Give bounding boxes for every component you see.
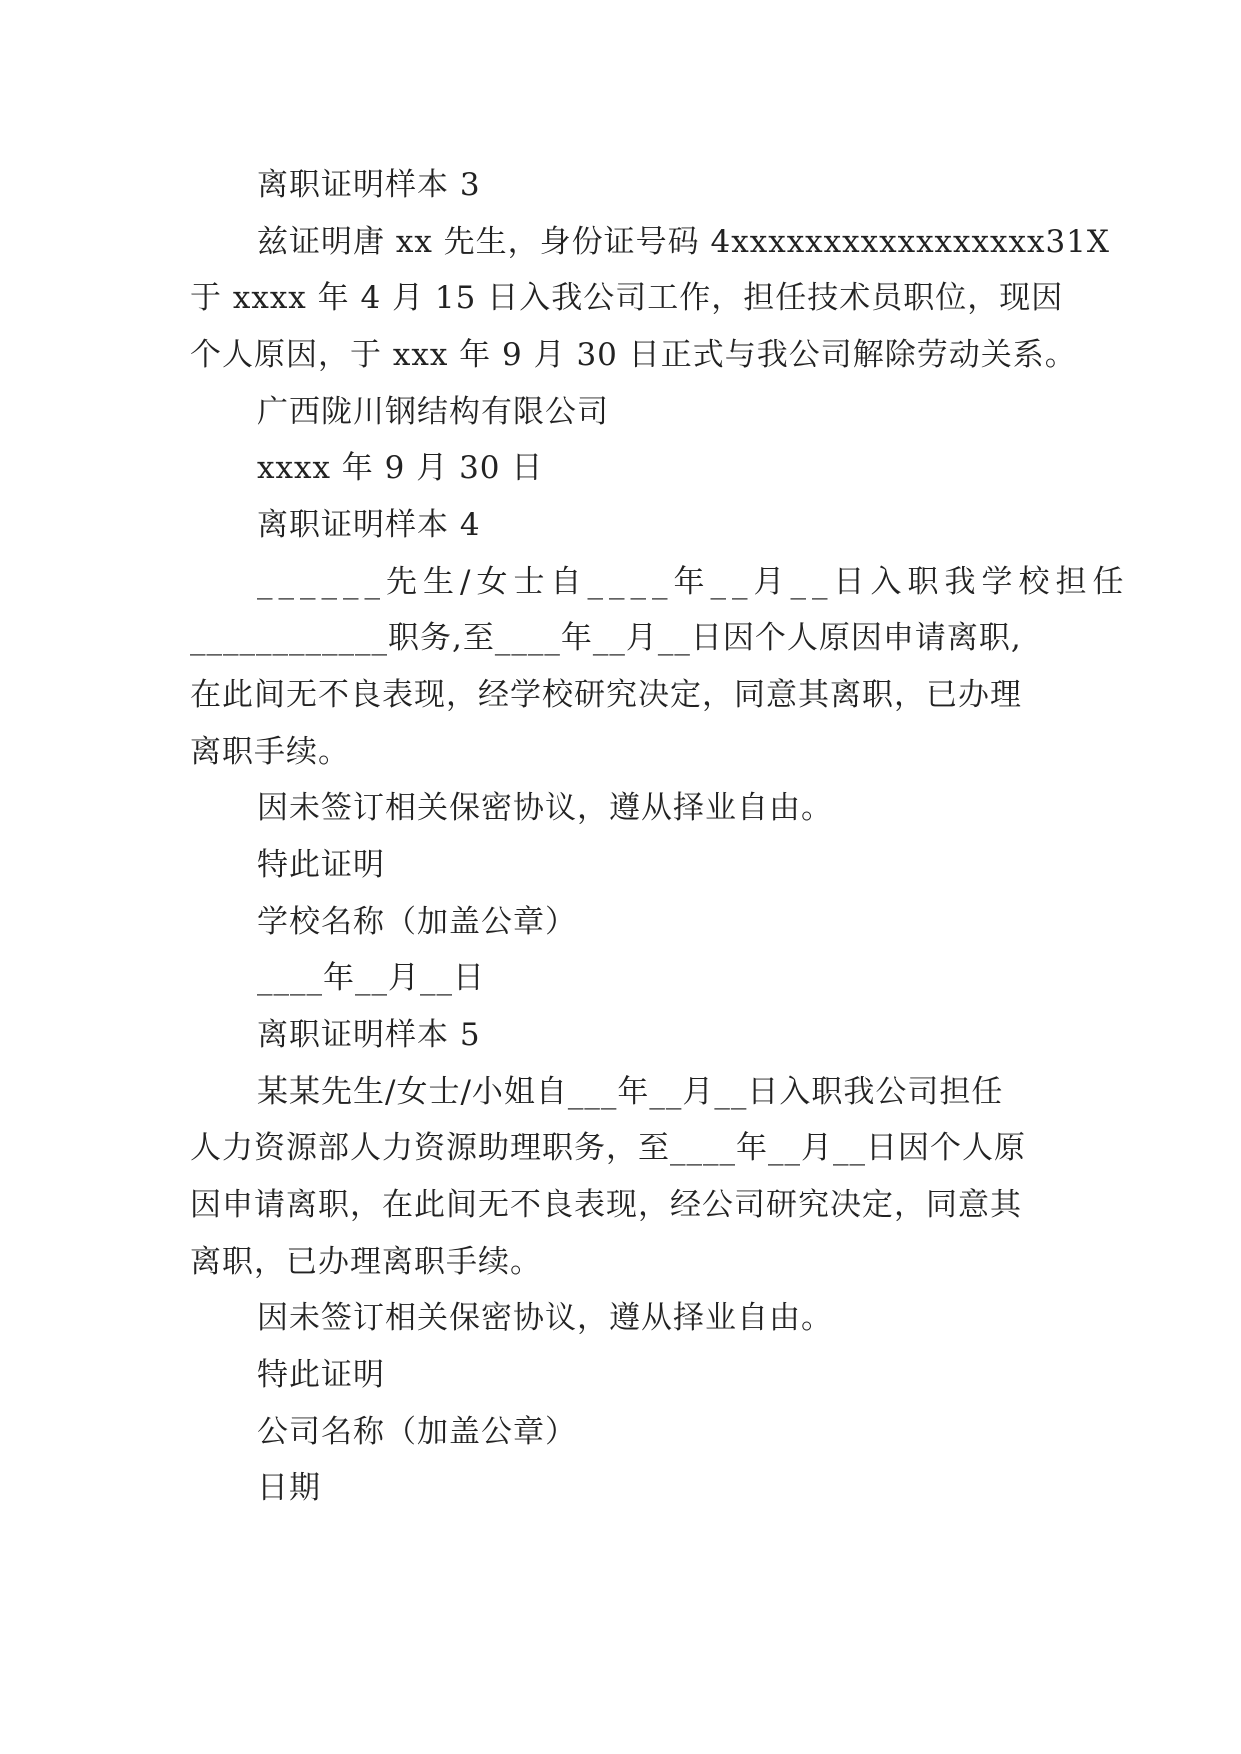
- sample3-company: 广西陇川钢结构有限公司: [257, 394, 609, 430]
- sample3-body-line-3: 个人原因，于 xxx 年 9 月 30 日正式与我公司解除劳动关系。: [190, 337, 1077, 373]
- sample5-signature: 公司名称（加盖公章）: [257, 1414, 577, 1450]
- sample4-body-line-4: 离职手续。: [190, 734, 350, 770]
- sample3-body-line-2: 于 xxxx 年 4 月 15 日入我公司工作，担任技术员职位，现因: [190, 280, 1064, 316]
- sample4-signature: 学校名称（加盖公章）: [257, 904, 577, 940]
- sample5-body-line-1: 某某先生/女士/小姐自___年__月__日入职我公司担任: [257, 1074, 1004, 1110]
- sample3-body-line-1: 兹证明唐 xx 先生，身份证号码 4xxxxxxxxxxxxxxxxx31X: [257, 224, 1110, 260]
- sample4-title: 离职证明样本 4: [257, 507, 481, 543]
- sample5-title: 离职证明样本 5: [257, 1017, 481, 1053]
- sample4-body-line-1: ______先生/女士自____年__月__日入职我学校担任: [257, 564, 1130, 600]
- sample4-body-line-2: ____________职务,至____年__月__日因个人原因申请离职,: [190, 620, 1022, 656]
- sample5-body-line-2: 人力资源部人力资源助理职务，至____年__月__日因个人原: [190, 1130, 1026, 1166]
- sample4-date: ____年__月__日: [257, 960, 485, 996]
- sample4-certify: 特此证明: [257, 847, 385, 883]
- sample5-certify: 特此证明: [257, 1357, 385, 1393]
- sample5-body-line-4: 离职，已办理离职手续。: [190, 1244, 542, 1280]
- sample5-body-line-3: 因申请离职，在此间无不良表现，经公司研究决定，同意其: [190, 1187, 1022, 1223]
- sample5-confidentiality: 因未签订相关保密协议，遵从择业自由。: [257, 1300, 833, 1336]
- sample4-body-line-3: 在此间无不良表现，经学校研究决定，同意其离职，已办理: [190, 677, 1022, 713]
- sample4-confidentiality: 因未签订相关保密协议，遵从择业自由。: [257, 790, 833, 826]
- sample5-date: 日期: [257, 1470, 321, 1506]
- sample3-title: 离职证明样本 3: [257, 167, 481, 203]
- sample3-date: xxxx 年 9 月 30 日: [257, 450, 544, 486]
